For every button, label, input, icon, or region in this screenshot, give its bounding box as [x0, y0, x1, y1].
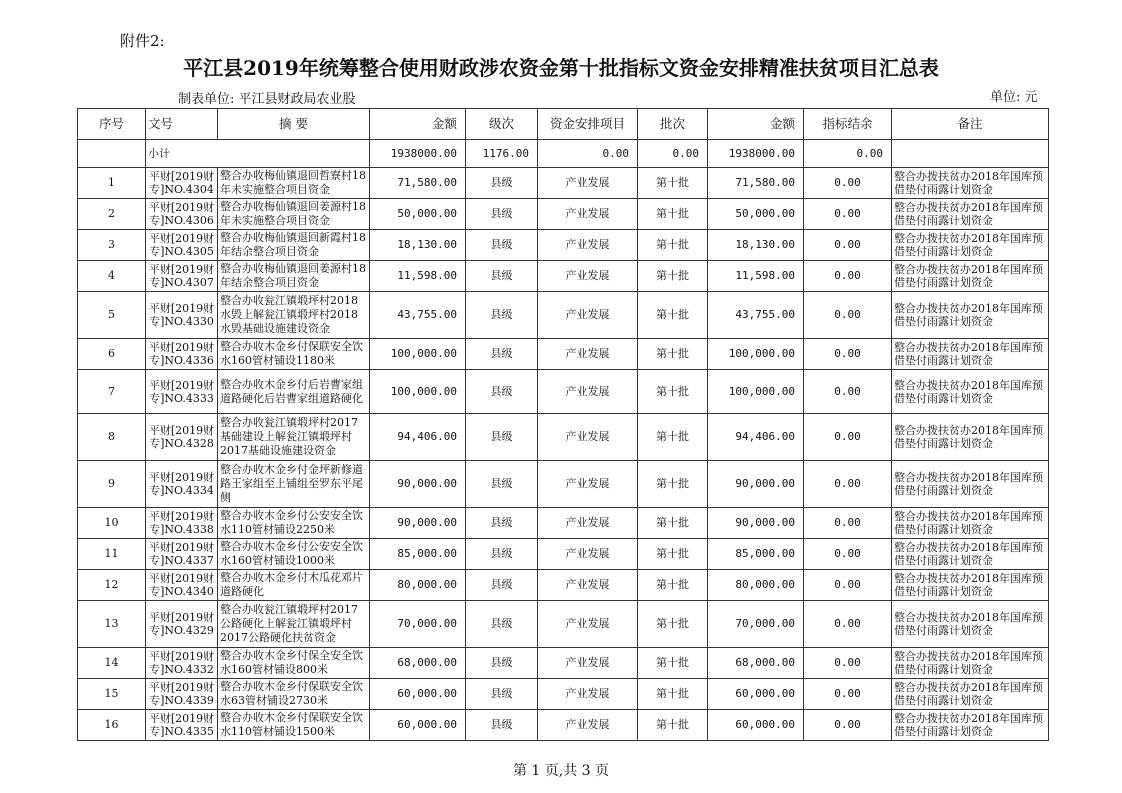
row-project: 产业发展 [538, 601, 638, 648]
row-amount2: 71,580.00 [708, 168, 804, 199]
subtotal-amount: 1938000.00 [370, 140, 466, 168]
row-batch: 第十批 [638, 508, 708, 539]
row-doc: 平财[2019财专]NO.4337 [146, 539, 218, 570]
summary-table-wrapper [77, 108, 1048, 741]
row-amount2: 60,000.00 [708, 710, 804, 741]
row-amount2: 90,000.00 [708, 461, 804, 508]
row-note: 整合办拨扶贫办2018年国库预借垫付雨露计划资金 [892, 601, 1049, 648]
row-doc: 平财[2019财专]NO.4332 [146, 648, 218, 679]
row-note: 整合办拨扶贫办2018年国库预借垫付雨露计划资金 [892, 648, 1049, 679]
table-row [78, 414, 1049, 461]
row-batch: 第十批 [638, 570, 708, 601]
row-no: 8 [78, 414, 146, 461]
row-amount2: 68,000.00 [708, 648, 804, 679]
row-amount2: 94,406.00 [708, 414, 804, 461]
row-balance: 0.00 [804, 370, 892, 414]
row-amount2: 70,000.00 [708, 601, 804, 648]
row-summary: 整合办收木金乡付保全安全饮水160管材铺设800米 [218, 648, 370, 679]
subtotal-label: 小计 [146, 140, 370, 168]
row-note: 整合办拨扶贫办2018年国库预借垫付雨露计划资金 [892, 261, 1049, 292]
row-note: 整合办拨扶贫办2018年国库预借垫付雨露计划资金 [892, 168, 1049, 199]
row-summary: 整合办收梅仙镇退回姜源村18年结余整合项目资金 [218, 261, 370, 292]
subtotal-blank [78, 140, 146, 168]
row-level: 县级 [466, 679, 538, 710]
row-project: 产业发展 [538, 168, 638, 199]
row-batch: 第十批 [638, 679, 708, 710]
row-amount2: 100,000.00 [708, 370, 804, 414]
table-row [78, 292, 1049, 339]
row-no: 12 [78, 570, 146, 601]
header-project: 资金安排项目 [538, 109, 638, 140]
row-level: 县级 [466, 199, 538, 230]
row-amount2: 43,755.00 [708, 292, 804, 339]
row-balance: 0.00 [804, 230, 892, 261]
header-balance: 指标结余 [804, 109, 892, 140]
row-doc: 平财[2019财专]NO.4334 [146, 461, 218, 508]
row-amount: 85,000.00 [370, 539, 466, 570]
row-doc: 平财[2019财专]NO.4339 [146, 679, 218, 710]
row-amount2: 18,130.00 [708, 230, 804, 261]
row-balance: 0.00 [804, 292, 892, 339]
subtotal-balance: 0.00 [804, 140, 892, 168]
table-row [78, 168, 1049, 199]
row-summary: 整合办收木金乡付金坪新修道路王家组至上铺组至罗东平尾侧 [218, 461, 370, 508]
row-doc: 平财[2019财专]NO.4329 [146, 601, 218, 648]
row-batch: 第十批 [638, 601, 708, 648]
row-balance: 0.00 [804, 414, 892, 461]
row-balance: 0.00 [804, 168, 892, 199]
row-project: 产业发展 [538, 508, 638, 539]
row-doc: 平财[2019财专]NO.4335 [146, 710, 218, 741]
row-balance: 0.00 [804, 461, 892, 508]
row-amount2: 50,000.00 [708, 199, 804, 230]
row-amount: 90,000.00 [370, 508, 466, 539]
row-no: 3 [78, 230, 146, 261]
row-balance: 0.00 [804, 199, 892, 230]
row-batch: 第十批 [638, 199, 708, 230]
table-row [78, 648, 1049, 679]
row-summary: 整合办收梅仙镇退回哲寮村18年未实施整合项目资金 [218, 168, 370, 199]
row-level: 县级 [466, 570, 538, 601]
row-amount: 68,000.00 [370, 648, 466, 679]
row-batch: 第十批 [638, 292, 708, 339]
row-summary: 整合办收瓮江镇塅坪村2018水毁上解瓮江镇塅坪村2018水毁基础设施建设资金 [218, 292, 370, 339]
row-summary: 整合办收梅仙镇退回新霞村18年结余整合项目资金 [218, 230, 370, 261]
row-balance: 0.00 [804, 261, 892, 292]
row-balance: 0.00 [804, 648, 892, 679]
row-batch: 第十批 [638, 461, 708, 508]
table-row [78, 679, 1049, 710]
row-note: 整合办拨扶贫办2018年国库预借垫付雨露计划资金 [892, 461, 1049, 508]
unit-org: 制表单位: 平江县财政局农业股 [178, 92, 356, 107]
row-doc: 平财[2019财专]NO.4338 [146, 508, 218, 539]
row-project: 产业发展 [538, 230, 638, 261]
row-amount: 60,000.00 [370, 679, 466, 710]
row-level: 县级 [466, 370, 538, 414]
row-amount: 60,000.00 [370, 710, 466, 741]
table-row [78, 570, 1049, 601]
row-amount: 100,000.00 [370, 370, 466, 414]
row-batch: 第十批 [638, 370, 708, 414]
row-balance: 0.00 [804, 710, 892, 741]
row-balance: 0.00 [804, 539, 892, 570]
subtotal-amount2: 1938000.00 [708, 140, 804, 168]
header-level: 级次 [466, 109, 538, 140]
subtotal-note [892, 140, 1049, 168]
table-row [78, 261, 1049, 292]
row-doc: 平财[2019财专]NO.4304 [146, 168, 218, 199]
row-amount2: 11,598.00 [708, 261, 804, 292]
row-amount: 90,000.00 [370, 461, 466, 508]
row-level: 县级 [466, 261, 538, 292]
row-note: 整合办拨扶贫办2018年国库预借垫付雨露计划资金 [892, 414, 1049, 461]
row-no: 5 [78, 292, 146, 339]
row-doc: 平财[2019财专]NO.4340 [146, 570, 218, 601]
row-batch: 第十批 [638, 261, 708, 292]
row-no: 2 [78, 199, 146, 230]
row-summary: 整合办收木金乡付后岩曹家组道路硬化后岩曹家组道路硬化 [218, 370, 370, 414]
row-amount: 70,000.00 [370, 601, 466, 648]
table-row [78, 508, 1049, 539]
subtotal-batch: 0.00 [638, 140, 708, 168]
row-doc: 平财[2019财专]NO.4328 [146, 414, 218, 461]
row-note: 整合办拨扶贫办2018年国库预借垫付雨露计划资金 [892, 710, 1049, 741]
table-row [78, 199, 1049, 230]
row-project: 产业发展 [538, 648, 638, 679]
row-batch: 第十批 [638, 648, 708, 679]
row-note: 整合办拨扶贫办2018年国库预借垫付雨露计划资金 [892, 679, 1049, 710]
row-summary: 整合办收木金乡付木瓜花邓片道路硬化 [218, 570, 370, 601]
row-summary: 整合办收木金乡付保联安全饮水110管材铺设1500米 [218, 710, 370, 741]
header-summary: 摘 要 [218, 109, 370, 140]
row-amount: 11,598.00 [370, 261, 466, 292]
row-no: 1 [78, 168, 146, 199]
attachment-label: 附件2: [120, 32, 165, 50]
row-amount: 18,130.00 [370, 230, 466, 261]
header-amount: 金额 [370, 109, 466, 140]
row-balance: 0.00 [804, 601, 892, 648]
row-level: 县级 [466, 168, 538, 199]
row-project: 产业发展 [538, 710, 638, 741]
row-balance: 0.00 [804, 508, 892, 539]
row-no: 13 [78, 601, 146, 648]
row-amount: 50,000.00 [370, 199, 466, 230]
row-no: 14 [78, 648, 146, 679]
header-batch: 批次 [638, 109, 708, 140]
row-note: 整合办拨扶贫办2018年国库预借垫付雨露计划资金 [892, 570, 1049, 601]
row-level: 县级 [466, 292, 538, 339]
row-batch: 第十批 [638, 168, 708, 199]
row-amount: 80,000.00 [370, 570, 466, 601]
row-doc: 平财[2019财专]NO.4336 [146, 339, 218, 370]
table-row [78, 539, 1049, 570]
table-row [78, 601, 1049, 648]
table-row [78, 339, 1049, 370]
row-amount2: 85,000.00 [708, 539, 804, 570]
row-batch: 第十批 [638, 339, 708, 370]
row-amount: 100,000.00 [370, 339, 466, 370]
row-level: 县级 [466, 339, 538, 370]
row-note: 整合办拨扶贫办2018年国库预借垫付雨露计划资金 [892, 539, 1049, 570]
row-level: 县级 [466, 648, 538, 679]
subtotal-project: 0.00 [538, 140, 638, 168]
table-row [78, 710, 1049, 741]
row-no: 16 [78, 710, 146, 741]
table-row [78, 461, 1049, 508]
row-level: 县级 [466, 461, 538, 508]
row-batch: 第十批 [638, 710, 708, 741]
row-level: 县级 [466, 230, 538, 261]
row-project: 产业发展 [538, 679, 638, 710]
row-amount2: 90,000.00 [708, 508, 804, 539]
row-amount2: 60,000.00 [708, 679, 804, 710]
row-summary: 整合办收梅仙镇退回姜源村18年未实施整合项目资金 [218, 199, 370, 230]
header-note: 备注 [892, 109, 1049, 140]
row-summary: 整合办收瓮江镇塅坪村2017公路硬化上解瓮江镇塅坪村2017公路硬化扶贫资金 [218, 601, 370, 648]
row-project: 产业发展 [538, 292, 638, 339]
row-balance: 0.00 [804, 339, 892, 370]
row-no: 11 [78, 539, 146, 570]
row-project: 产业发展 [538, 261, 638, 292]
row-amount2: 80,000.00 [708, 570, 804, 601]
row-note: 整合办拨扶贫办2018年国库预借垫付雨露计划资金 [892, 508, 1049, 539]
table-row [78, 230, 1049, 261]
row-amount: 71,580.00 [370, 168, 466, 199]
row-summary: 整合办收木金乡付保联安全饮水160管材铺设1180米 [218, 339, 370, 370]
row-project: 产业发展 [538, 370, 638, 414]
row-batch: 第十批 [638, 414, 708, 461]
row-doc: 平财[2019财专]NO.4306 [146, 199, 218, 230]
header-amount2: 金额 [708, 109, 804, 140]
row-batch: 第十批 [638, 539, 708, 570]
page-title: 平江县2019年统筹整合使用财政涉农资金第十批指标文资金安排精准扶贫项目汇总表 [183, 56, 939, 80]
row-balance: 0.00 [804, 679, 892, 710]
row-note: 整合办拨扶贫办2018年国库预借垫付雨露计划资金 [892, 199, 1049, 230]
row-amount: 94,406.00 [370, 414, 466, 461]
row-note: 整合办拨扶贫办2018年国库预借垫付雨露计划资金 [892, 370, 1049, 414]
header-no: 序号 [78, 109, 146, 140]
row-level: 县级 [466, 601, 538, 648]
table-row [78, 370, 1049, 414]
row-summary: 整合办收木金乡付保联安全饮水63管材铺设2730米 [218, 679, 370, 710]
row-project: 产业发展 [538, 539, 638, 570]
row-no: 7 [78, 370, 146, 414]
row-batch: 第十批 [638, 230, 708, 261]
page-footer: 第 1 页,共 3 页 [512, 763, 610, 779]
row-level: 县级 [466, 508, 538, 539]
row-note: 整合办拨扶贫办2018年国库预借垫付雨露计划资金 [892, 292, 1049, 339]
row-summary: 整合办收木金乡付公安安全饮水160管材铺设1000米 [218, 539, 370, 570]
row-no: 4 [78, 261, 146, 292]
row-balance: 0.00 [804, 570, 892, 601]
row-doc: 平财[2019财专]NO.4307 [146, 261, 218, 292]
row-doc: 平财[2019财专]NO.4330 [146, 292, 218, 339]
row-level: 县级 [466, 539, 538, 570]
row-project: 产业发展 [538, 199, 638, 230]
row-summary: 整合办收瓮江镇塅坪村2017基础建设上解瓮江镇塅坪村2017基础设施建设资金 [218, 414, 370, 461]
unit-currency: 单位: 元 [990, 90, 1038, 105]
summary-table [77, 108, 1049, 741]
row-amount: 43,755.00 [370, 292, 466, 339]
row-doc: 平财[2019财专]NO.4305 [146, 230, 218, 261]
row-project: 产业发展 [538, 570, 638, 601]
row-doc: 平财[2019财专]NO.4333 [146, 370, 218, 414]
row-level: 县级 [466, 414, 538, 461]
subtotal-level: 1176.00 [466, 140, 538, 168]
row-summary: 整合办收木金乡付公安安全饮水110管材铺设2250米 [218, 508, 370, 539]
subtotal-row [78, 140, 1049, 168]
row-no: 6 [78, 339, 146, 370]
row-no: 9 [78, 461, 146, 508]
row-note: 整合办拨扶贫办2018年国库预借垫付雨露计划资金 [892, 339, 1049, 370]
row-amount2: 100,000.00 [708, 339, 804, 370]
row-project: 产业发展 [538, 414, 638, 461]
header-doc: 文号 [146, 109, 218, 140]
row-no: 15 [78, 679, 146, 710]
row-project: 产业发展 [538, 339, 638, 370]
row-project: 产业发展 [538, 461, 638, 508]
row-no: 10 [78, 508, 146, 539]
table-header-row [78, 109, 1049, 140]
row-note: 整合办拨扶贫办2018年国库预借垫付雨露计划资金 [892, 230, 1049, 261]
row-level: 县级 [466, 710, 538, 741]
